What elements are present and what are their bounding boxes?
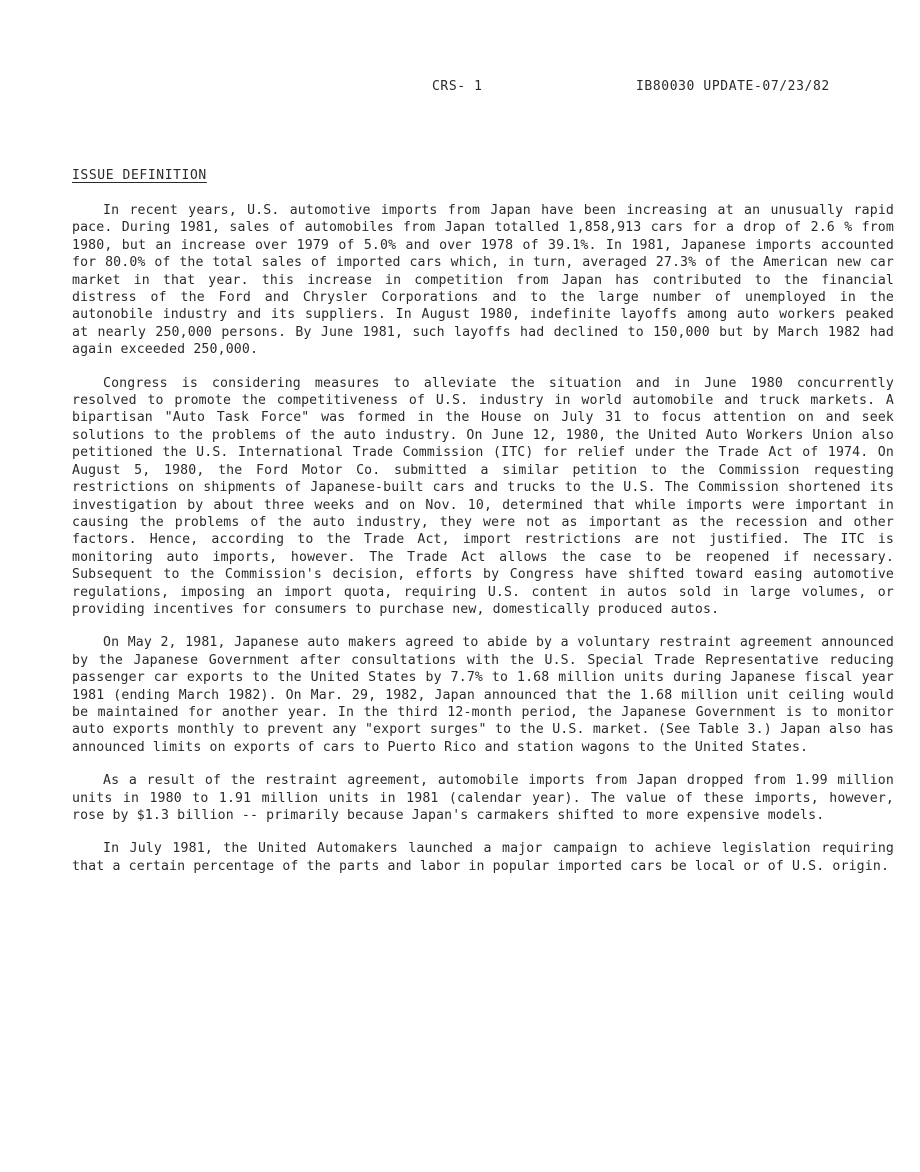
report-id: IB80030 UPDATE-07/23/82 [636,79,830,94]
page-header [0,79,920,99]
paragraph: As a result of the restraint agreement, automobile imports from Japan dropped from 1.99 million units in 1980 to 1.91 million units in 1981 (calendar year). The value of these imports, however, rose by $1.3 billion -- primarily because Japan's carmakers shifted to more expensive models. [72,773,894,823]
paragraph: In July 1981, the United Automakers launched a major campaign to achieve legislation requiring that a certain percentage of the parts and labor in popular imported cars be local or of U.S. origin. [72,841,894,874]
section-heading: ISSUE DEFINITION [72,168,207,183]
paragraph: Congress is considering measures to alleviate the situation and in June 1980 concurrently resolved to promote the competitiveness of U.S. industry in world automobile and truck markets. A bipartisan "Auto Task Force" was formed in the House on July 31 to focus attention on and seek solutions to the problems of the auto industry. On June 12, 1980, the United Auto Workers Union also petitioned the U.S. International Trade Commission (ITC) for relief under the Trade Act of 1974. On August 5, 1980, the Ford Motor Co. submitted a similar petition to the Commission requesting restrictions on shipments of Japanese-built cars and trucks to the U.S. The Commission shortened its investigation by about three weeks and on Nov. 10, determined that while imports were important in causing the problems of the auto industry, they were not as important as the recession and other factors. Hence, according to the Trade Act, import restrictions are not justified. The ITC is monitoring auto imports, however. The Trade Act allows the case to be reopened if necessary. Subsequent to the Commission's decision, efforts by Congress have shifted toward easing automotive regulations, imposing an import quota, requiring U.S. content in autos sold in large volumes, or providing incentives for consumers to purchase new, domestically produced autos. [72,375,894,617]
paragraph: In recent years, U.S. automotive imports from Japan have been increasing at an unusually rapid pace. During 1981, sales of automobiles from Japan totalled 1,858,913 cars for a drop of 2.6 % from 1980, but an increase over 1979 of 5.0% and over 1978 of 39.1%. In 1981, Japanese imports accounted for 80.0% of the total sales of imported cars which, in turn, averaged 27.3% of the American new car market in that year. this increase in competition from Japan has contributed to the financial distress of the Ford and Chrysler Corporations and to the large number of unemployed in the autonobile industry and its suppliers. In August 1980, indefinite layoffs among auto workers peaked at nearly 250,000 persons. By June 1981, such layoffs had declined to 150,000 but by March 1982 had again exceeded 250,000. [72,203,894,358]
page-label: CRS- 1 [432,79,483,94]
body-text [72,202,894,891]
paragraph: On May 2, 1981, Japanese auto makers agreed to abide by a voluntary restraint agreement announced by the Japanese Government after consultations with the U.S. Special Trade Representative reducing passenger car exports to the United States by 7.7% to 1.68 million units during Japanese fiscal year 1981 (ending March 1982). On Mar. 29, 1982, Japan announced that the 1.68 million unit ceiling would be maintained for another year. In the third 12-month period, the Japanese Government is to monitor auto exports monthly to prevent any "export surges" to the U.S. market. (See Table 3.) Japan also has announced limits on exports of cars to Puerto Rico and station wagons to the United States. [72,635,894,755]
